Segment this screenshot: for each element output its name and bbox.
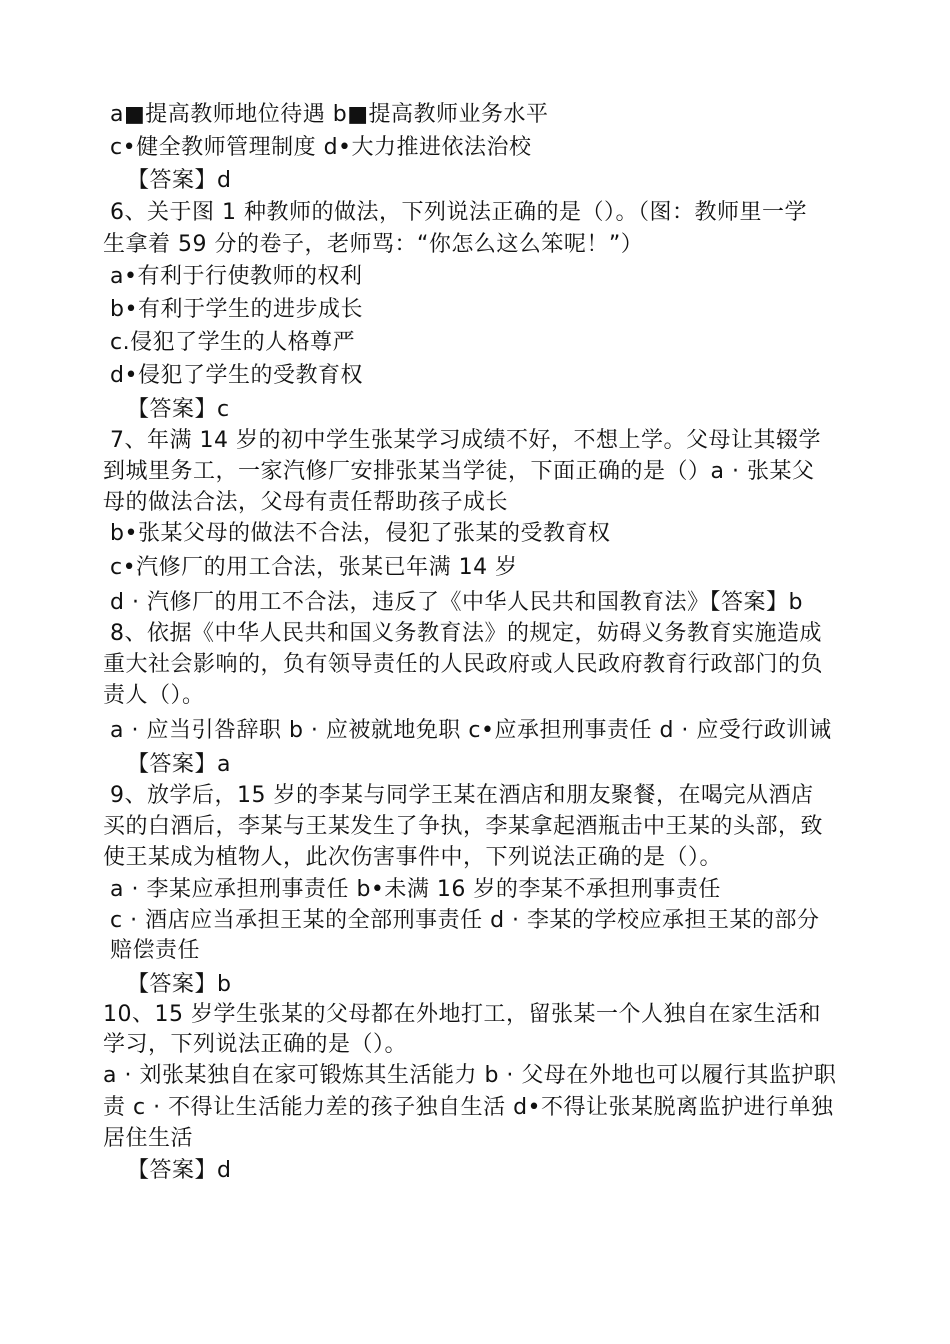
- answer-line: 【答案】c: [127, 397, 230, 422]
- option-line: a · 应当引咎辞职 b · 应被就地免职 c•应承担刑事责任 d · 应受行政训诫: [110, 718, 832, 743]
- question-line: 学习，下列说法正确的是（）。: [103, 1032, 408, 1057]
- question-line: 生拿着 59 分的卷子，老师骂：“你怎么这么笨呢！”）: [103, 232, 644, 257]
- question-line: 到城里务工，一家汽修厂安排张某当学徒，下面正确的是（）a · 张某父: [103, 459, 815, 484]
- question-line: 10、15 岁学生张某的父母都在外地打工，留张某一个人独自在家生活和: [103, 1002, 821, 1027]
- question-line: 重大社会影响的，负有领导责任的人民政府或人民政府教育行政部门的负: [103, 652, 824, 677]
- question-line: 买的白酒后，李某与王某发生了争执，李某拿起酒瓶击中王某的头部，致: [103, 814, 824, 839]
- question-line: 8、依据《中华人民共和国义务教育法》的规定，妨碍义务教育实施造成: [110, 621, 822, 646]
- answer-line: 【答案】d: [127, 1158, 232, 1183]
- option-line: c•汽修厂的用工合法，张某已年满 14 岁: [110, 555, 518, 580]
- question-line: 使王某成为植物人，此次伤害事件中，下列说法正确的是（）。: [103, 845, 723, 870]
- option-line: 赔偿责任: [110, 938, 201, 963]
- option-line: a■提高教师地位待遇 b■提高教师业务水平: [110, 102, 549, 127]
- answer-line: 【答案】d: [127, 168, 232, 193]
- option-line: d · 汽修厂的用工不合法，违反了《中华人民共和国教育法》【答案】b: [110, 590, 803, 615]
- question-line: 6、关于图 1 种教师的做法，下列说法正确的是（）。（图：教师里一学: [110, 200, 807, 225]
- option-line: a•有利于行使教师的权利: [110, 264, 363, 289]
- option-line: b•有利于学生的进步成长: [110, 297, 363, 322]
- answer-line: 【答案】b: [127, 972, 232, 997]
- option-line: b•张某父母的做法不合法，侵犯了张某的受教育权: [110, 521, 611, 546]
- option-line: a · 李某应承担刑事责任 b•未满 16 岁的李某不承担刑事责任: [110, 877, 721, 902]
- option-line: a · 刘张某独自在家可锻炼其生活能力 b · 父母在外地也可以履行其监护职: [103, 1063, 837, 1088]
- question-line: 母的做法合法，父母有责任帮助孩子成长: [103, 490, 509, 515]
- option-line: c.侵犯了学生的人格尊严: [110, 330, 356, 355]
- question-line: 7、年满 14 岁的初中学生张某学习成绩不好，不想上学。父母让其辍学: [110, 428, 821, 453]
- question-line: 9、放学后，15 岁的李某与同学王某在酒店和朋友聚餐，在喝完从酒店: [110, 783, 814, 808]
- option-line: d•侵犯了学生的受教育权: [110, 363, 363, 388]
- option-line: 责 c · 不得让生活能力差的孩子独自生活 d•不得让张某脱离监护进行单独: [103, 1095, 834, 1120]
- option-line: 居住生活: [103, 1126, 194, 1151]
- option-line: c•健全教师管理制度 d•大力推进依法治校: [110, 135, 532, 160]
- question-line: 责人（）。: [103, 683, 205, 708]
- option-line: c · 酒店应当承担王某的全部刑事责任 d · 李某的学校应承担王某的部分: [110, 908, 820, 933]
- answer-line: 【答案】a: [127, 752, 231, 777]
